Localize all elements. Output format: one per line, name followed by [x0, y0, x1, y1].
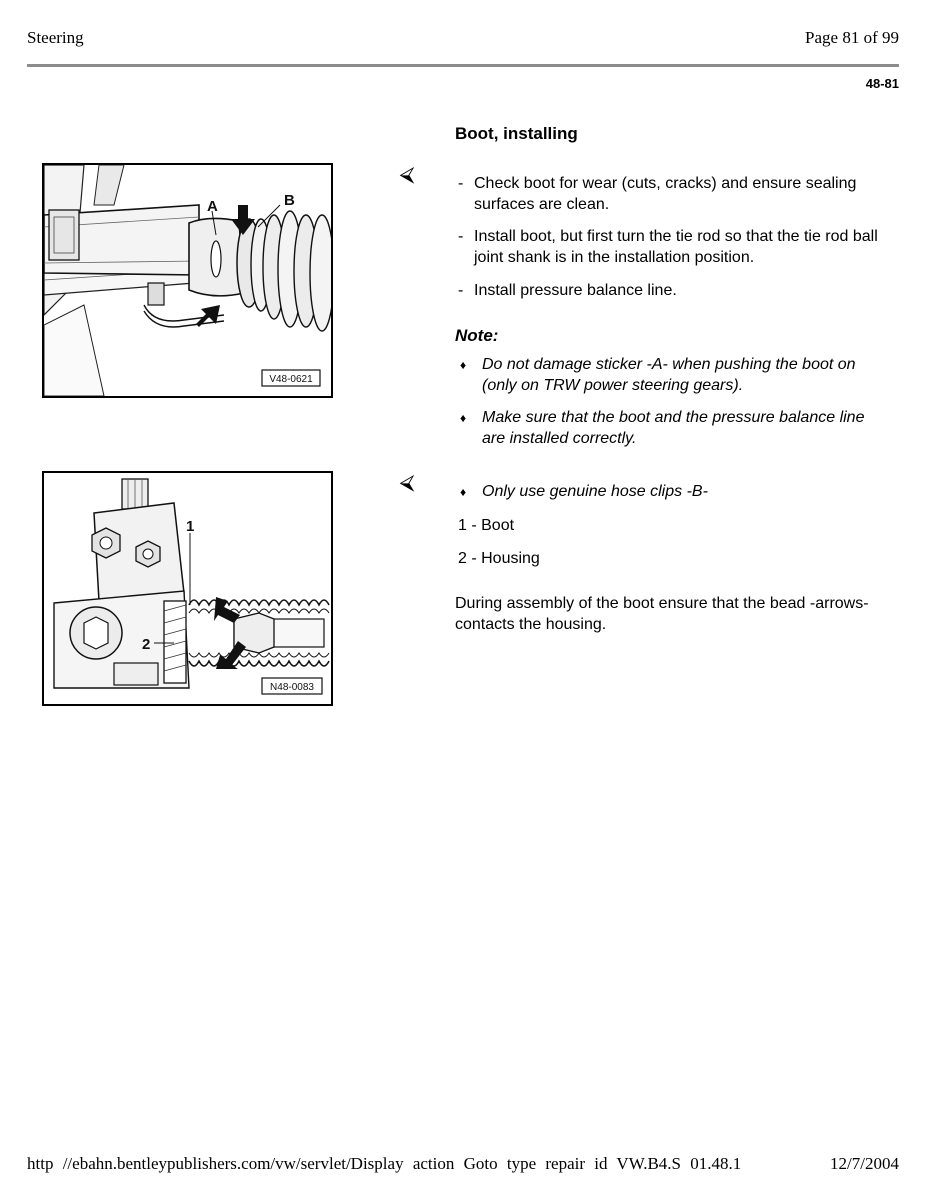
document-title: Steering — [27, 28, 84, 47]
footer-date: 12/7/2004 — [830, 1154, 899, 1173]
note-text: Only use genuine hose clips -B- — [482, 483, 708, 500]
note-text: Make sure that the boot and the pressure balance line are installed correctly. — [482, 409, 865, 447]
legend-item: 2 - Housing — [458, 550, 540, 567]
page-number: Page 81 of 99 — [805, 28, 899, 47]
callout-1: 1 — [186, 518, 195, 535]
diamond-bullet-icon: ♦ — [460, 358, 467, 372]
callout-b: B — [284, 192, 295, 209]
footer-url: http //ebahn.bentleypublishers.com/vw/servlet/Display action Goto type repair id VW.B4.S 01.48.1 — [27, 1154, 742, 1173]
dash-marker: - — [458, 228, 464, 245]
page-code: 48-81 — [865, 76, 899, 91]
step-text: Install boot, but first turn the tie rod so that the tie rod ball joint shank is in the installation position. — [474, 228, 878, 266]
step-text: Check boot for wear (cuts, cracks) and ensure sealing surfaces are clean. — [474, 175, 857, 213]
step-item — [458, 227, 888, 268]
figure1-code: V48-0621 — [269, 374, 313, 385]
assembly-paragraph: During assembly of the boot ensure that the bead -arrows- contacts the housing. — [455, 595, 869, 633]
dash-marker: - — [458, 175, 464, 192]
callout-2: 2 — [142, 636, 151, 653]
figure2-code: N48-0083 — [270, 682, 314, 693]
figure-pointer-icon: ⮘ — [399, 163, 415, 186]
step-text: Install pressure balance line. — [474, 282, 677, 299]
dash-marker: - — [458, 282, 464, 299]
header-divider — [27, 64, 899, 67]
diamond-bullet-icon: ♦ — [460, 411, 467, 425]
note-bullet — [460, 482, 890, 503]
note-bullet — [460, 408, 890, 449]
note-bullet — [460, 355, 890, 396]
figure-boot-sticker — [42, 163, 333, 398]
legend-item: 1 - Boot — [458, 517, 515, 534]
note-label: Note: — [455, 326, 499, 345]
step-item — [458, 174, 888, 215]
diamond-bullet-icon: ♦ — [460, 485, 467, 499]
note-text: Do not damage sticker -A- when pushing the boot on (only on TRW power steering gears). — [482, 356, 856, 394]
figure-boot-housing — [42, 471, 333, 706]
figure-pointer-icon: ⮘ — [399, 471, 415, 494]
section-title: Boot, installing — [455, 124, 578, 143]
step-item — [458, 281, 888, 302]
callout-a: A — [207, 198, 218, 215]
